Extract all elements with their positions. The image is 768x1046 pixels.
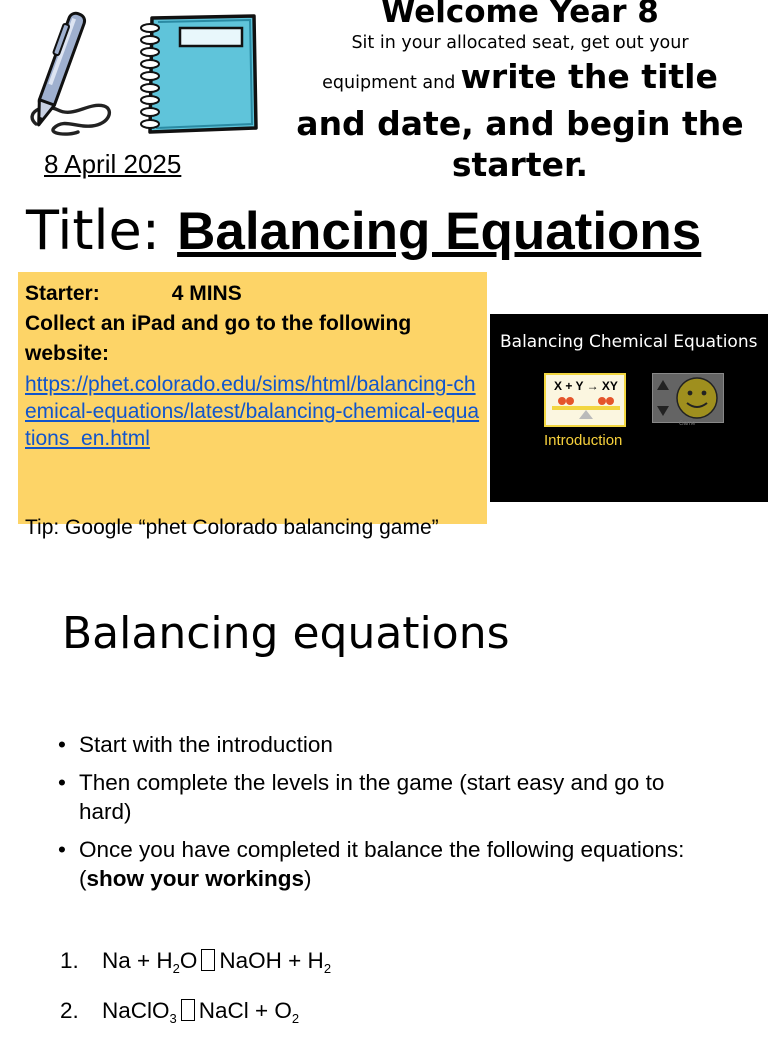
starter-time: 4 MINS <box>171 282 242 305</box>
phet-introduction-label: Introduction <box>544 432 623 449</box>
list-item <box>58 730 698 759</box>
equation-text: O <box>179 948 198 973</box>
starter-label: Starter: <box>25 282 100 305</box>
subscript: 2 <box>323 961 332 976</box>
equation-text: Na + H <box>102 948 173 973</box>
phet-game-card <box>652 373 724 423</box>
instruction-line-2 <box>270 56 768 103</box>
starter-tip: Tip: Google “phet Colorado balancing game” <box>25 516 439 539</box>
phet-equation: X + Y → XY <box>554 379 618 393</box>
arrow-placeholder-glyph <box>181 999 195 1021</box>
game-smiley-icon <box>653 374 723 422</box>
equation-list <box>60 946 660 1046</box>
equation-text: NaOH + H <box>219 948 324 973</box>
arrival-instructions <box>270 30 768 185</box>
bullet-dot: • <box>58 837 66 862</box>
subscript: 2 <box>172 961 180 976</box>
phet-website-link[interactable]: https://phet.colorado.edu/sims/html/balancing-chemical-equations/latest/balancing-chemical-equations_en.html <box>25 373 480 450</box>
title-value: Balancing Equations <box>177 202 702 261</box>
equation-number: 2. <box>60 998 79 1023</box>
list-item <box>58 835 698 893</box>
title-prefix: Title: <box>26 199 160 262</box>
section-heading: Balancing equations <box>62 608 510 659</box>
equation-item <box>60 946 660 984</box>
bullet-dot: • <box>58 770 66 795</box>
bullet-text: Then complete the levels in the game (start easy and go to hard) <box>79 770 665 824</box>
instruction-emphasis-text: write the title <box>460 57 718 96</box>
lesson-title <box>26 196 701 267</box>
bullet-dot: • <box>58 732 66 757</box>
welcome-heading: Welcome Year 8 <box>381 0 659 30</box>
subscript: 2 <box>291 1011 300 1026</box>
equation-text: NaCl + O <box>198 998 292 1023</box>
starter-content <box>25 279 480 452</box>
instruction-bullets <box>58 730 698 902</box>
instruction-equipment-text: equipment and <box>322 73 456 93</box>
phet-title: Balancing Chemical Equations <box>500 332 758 352</box>
phet-game-label: Game <box>679 421 696 427</box>
list-item <box>58 768 698 826</box>
pen-icon <box>18 6 118 138</box>
equation-number: 1. <box>60 948 79 973</box>
notebook-icon <box>138 12 260 136</box>
starter-task: Collect an iPad and go to the following website: <box>25 312 412 365</box>
instruction-line-3: and date, and begin the starter. <box>296 104 744 184</box>
subscript: 3 <box>169 1011 177 1026</box>
phet-preview-image <box>490 314 768 502</box>
balance-scale-icon <box>550 393 622 423</box>
bullet-bold-text: show your workings <box>86 866 305 891</box>
lesson-date: 8 April 2025 <box>44 149 182 179</box>
phet-introduction-card <box>544 373 626 427</box>
arrow-placeholder-glyph <box>201 949 215 971</box>
instruction-line-1: Sit in your allocated seat, get out your <box>351 33 689 53</box>
starter-header <box>25 279 480 309</box>
bullet-text: Once you have completed it balance the following equations: ( <box>79 837 685 891</box>
equation-text: NaClO <box>102 998 170 1023</box>
bullet-end-text: ) <box>304 866 312 891</box>
bullet-text: Start with the introduction <box>79 732 333 757</box>
equation-item <box>60 996 660 1034</box>
